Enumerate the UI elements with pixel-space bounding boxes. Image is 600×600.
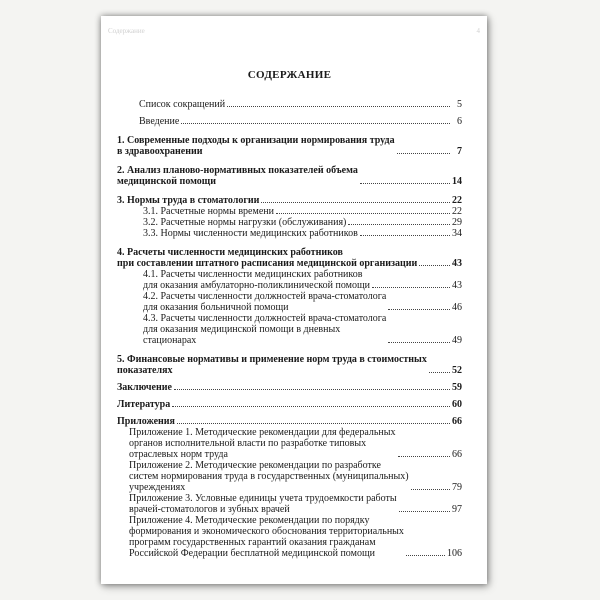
toc-leader-dots	[398, 456, 451, 457]
toc-entry	[117, 135, 462, 157]
toc-entry	[117, 206, 462, 217]
toc-entry-title: 4.3. Расчеты численности должностей врача-стоматолога для оказания медицинской помощи в дневных стационарах	[143, 313, 387, 346]
toc-entry-title: Приложение 1. Методические рекомендации для федеральных органов исполнительной власти по разработке типовых отраслевых норм труда	[129, 427, 396, 460]
toc-leader-dots	[406, 555, 445, 556]
toc-entry-page: 14	[452, 176, 462, 187]
toc-entry-title: 3.2. Расчетные нормы нагрузки (обслуживания)	[143, 217, 347, 228]
toc-leader-dots	[388, 309, 450, 310]
toc-entry-title: Введение	[139, 116, 180, 127]
toc-entry-page: 49	[452, 335, 462, 346]
toc-leader-dots	[372, 287, 450, 288]
toc-entry-page: 46	[452, 302, 462, 313]
toc-entry	[117, 354, 462, 376]
toc-entry	[117, 228, 462, 239]
toc-entry-title: Приложение 3. Условные единицы учета трудоемкости работы врачей-стоматологов и зубных врачей	[129, 493, 397, 515]
toc-entry-title: 1. Современные подходы к организации нормирования труда в здравоохранении	[117, 135, 395, 157]
toc-entry-page: 43	[452, 258, 462, 269]
toc-entry-page: 7	[457, 146, 462, 157]
toc-leader-dots	[261, 202, 450, 203]
toc-leader-dots	[429, 372, 450, 373]
toc-entry-page: 22	[452, 195, 462, 206]
toc-leader-dots	[360, 183, 450, 184]
toc-entry-page: 34	[452, 228, 462, 239]
toc-entry	[117, 427, 462, 460]
toc-leader-dots	[397, 153, 450, 154]
toc-entry-title: Приложение 2. Методические рекомендации по разработке систем нормирования труда в государственных (муниципальных) учреждениях	[129, 460, 409, 493]
toc-leader-dots	[419, 265, 450, 266]
toc-leader-dots	[411, 489, 450, 490]
toc-entry	[117, 416, 462, 427]
toc-entry	[117, 515, 462, 559]
toc-list	[117, 99, 462, 559]
toc-entry-title: 2. Анализ планово-нормативных показателей объема медицинской помощи	[117, 165, 358, 187]
toc-entry-title: 4. Расчеты численности медицинских работников при составлении штатного расписания медицинской организации	[117, 247, 418, 269]
toc-entry-page: 6	[457, 116, 462, 127]
toc-entry-title: Заключение	[117, 382, 172, 393]
toc-entry-page: 29	[452, 217, 462, 228]
toc-title: СОДЕРЖАНИЕ	[247, 69, 332, 81]
toc-entry-page: 106	[447, 548, 462, 559]
toc-entry-title: 3. Нормы труда в стоматологии	[117, 195, 260, 206]
toc-entry-page: 22	[452, 206, 462, 217]
toc-entry	[117, 247, 462, 269]
toc-entry-page: 79	[452, 482, 462, 493]
toc-leader-dots	[399, 511, 450, 512]
toc-entry	[117, 195, 462, 206]
toc-entry-page: 5	[457, 99, 462, 110]
toc-entry	[117, 269, 462, 291]
toc-entry	[117, 116, 462, 127]
toc-entry-page: 66	[452, 449, 462, 460]
toc-entry-title: Литература	[117, 399, 171, 410]
toc-leader-dots	[360, 235, 450, 236]
toc-entry-title: 5. Финансовые нормативы и применение норм труда в стоимостных показателях	[117, 354, 427, 376]
toc-leader-dots	[177, 423, 450, 424]
toc-entry-page: 66	[452, 416, 462, 427]
toc-entry-title: Приложения	[117, 416, 175, 427]
toc-entry	[117, 399, 462, 410]
toc-entry-page: 97	[452, 504, 462, 515]
toc-leader-dots	[172, 406, 450, 407]
toc-entry	[117, 165, 462, 187]
toc-leader-dots	[348, 224, 450, 225]
toc-entry-page: 60	[452, 399, 462, 410]
toc-leader-dots	[181, 123, 450, 124]
toc-entry-title: Список сокращений	[139, 99, 226, 110]
toc-entry-page: 59	[452, 382, 462, 393]
toc-entry-title: 4.1. Расчеты численности медицинских работников для оказания амбулаторно-поликлинической помощи	[143, 269, 371, 291]
toc-leader-dots	[227, 106, 450, 107]
toc-entry-page: 43	[452, 280, 462, 291]
toc-entry	[117, 313, 462, 346]
running-head-title: Содержание	[108, 27, 145, 35]
toc-entry	[117, 460, 462, 493]
toc-entry	[117, 382, 462, 393]
toc-leader-dots	[276, 213, 450, 214]
toc-leader-dots	[174, 389, 450, 390]
toc-entry-title: 4.2. Расчеты численности должностей врача-стоматолога для оказания больничной помощи	[143, 291, 387, 313]
running-head-page: 4	[476, 27, 480, 35]
toc-entry-title: 3.1. Расчетные нормы времени	[143, 206, 274, 217]
toc-leader-dots	[388, 342, 450, 343]
toc-entry	[117, 99, 462, 110]
table-of-contents	[117, 70, 462, 559]
toc-entry-title: Приложение 4. Методические рекомендации по порядку формирования и экономического обоснования территориальных программ государственных гарантий оказания гражданам Российской Федерации бесплатной медицинской помощи	[129, 515, 404, 559]
toc-entry-title: 3.3. Нормы численности медицинских работников	[143, 228, 358, 239]
toc-entry	[117, 217, 462, 228]
toc-entry	[117, 291, 462, 313]
toc-entry-page: 52	[452, 365, 462, 376]
toc-entry	[117, 493, 462, 515]
running-head	[108, 27, 480, 35]
